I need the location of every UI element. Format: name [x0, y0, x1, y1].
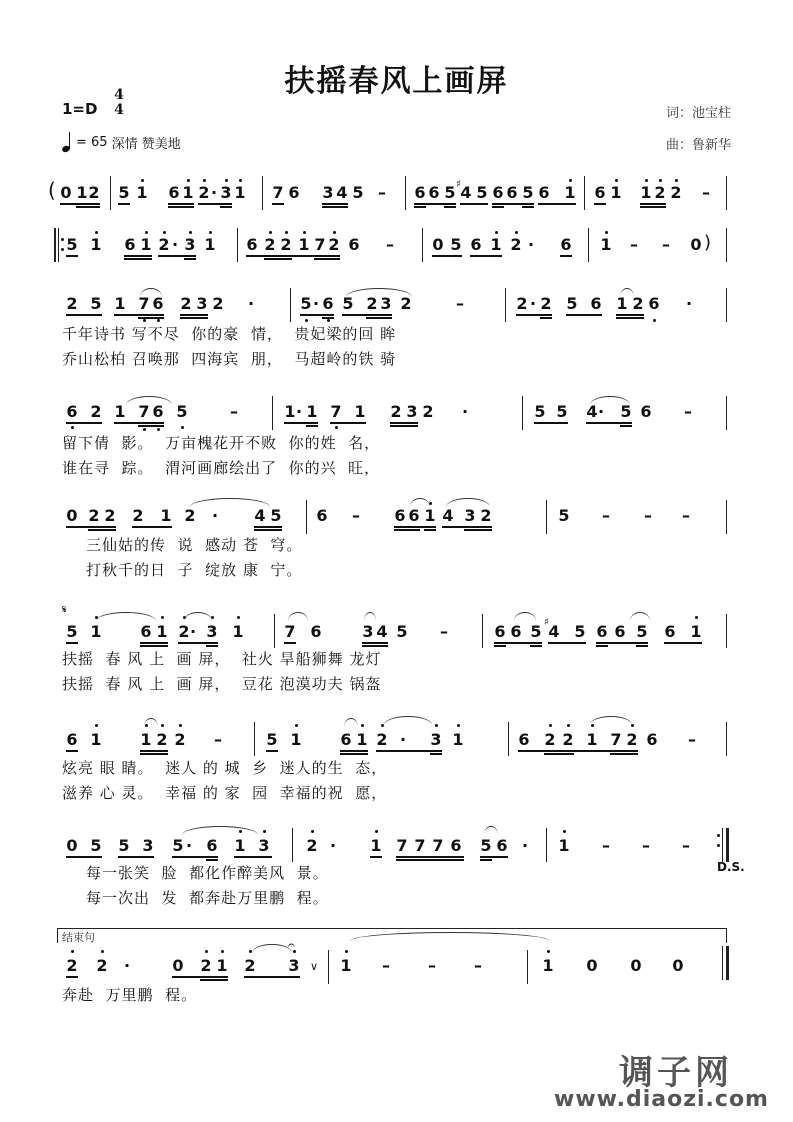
- repeat-start-barline: [54, 228, 56, 262]
- barline: [328, 950, 329, 984]
- lyric-line-1: 扶摇 春 风 上 画 屏， 社火 旱船狮舞 龙灯: [62, 650, 382, 668]
- barline: [292, 828, 293, 862]
- barline: [522, 396, 523, 430]
- paren-close: ): [704, 232, 712, 253]
- barline: [237, 228, 238, 262]
- time-sig-denominator: 4: [114, 102, 124, 118]
- barline: [527, 950, 528, 984]
- coda-label: 结束句: [62, 931, 95, 944]
- fermata-icon: 𝄐: [288, 938, 295, 952]
- composer-credit: 曲：鲁新华: [665, 138, 731, 153]
- barline: [110, 176, 111, 210]
- tempo-bpm: = 65: [76, 134, 108, 150]
- barline: [482, 614, 483, 648]
- barline: [274, 614, 275, 648]
- dal-segno-mark: D.S.: [717, 860, 745, 874]
- lyric-line-1: 奔赴 万里鹏 程。: [62, 986, 198, 1004]
- lyric-line-1: 炫亮 眼 睛。 迷人 的 城 乡 迷人的生 态，: [62, 759, 388, 777]
- barline: [726, 500, 727, 534]
- barline: [584, 176, 585, 210]
- key-signature: 1=D: [62, 100, 98, 118]
- tempo-marking: [62, 132, 181, 152]
- barline: [306, 500, 307, 534]
- barline: [422, 228, 423, 262]
- watermark-site-name: 调子网: [619, 1053, 733, 1093]
- lyric-line-2: 每一次出 发 都奔赴万里鹏 程。: [86, 889, 329, 907]
- lyric-line-2: 打秋千的日 子 绽放 康 宁。: [86, 561, 303, 579]
- time-signature: [112, 88, 126, 118]
- barline: [726, 288, 727, 322]
- barline: [262, 176, 263, 210]
- lyric-line-1: 留下倩 影。 万亩槐花开不败 你的姓 名，: [62, 434, 381, 452]
- barline: [272, 396, 273, 430]
- watermark-url: www.diaozi.com: [554, 1087, 769, 1112]
- barline: [588, 228, 589, 262]
- barline: [254, 722, 255, 756]
- lyric-line-2: 滋养 心 灵。 幸福 的 家 园 幸福的祝 愿，: [62, 784, 388, 802]
- barline: [546, 500, 547, 534]
- barline: [290, 288, 291, 322]
- segno-icon: 𝄋: [62, 603, 67, 616]
- time-sig-numerator: 4: [114, 87, 124, 103]
- barline: [726, 722, 727, 756]
- lyric-line-2: 乔山松柏 召唤那 四海宾 朋， 马超岭的铁 骑: [62, 350, 397, 368]
- lyric-line-1: 每一张笑 脸 都化作醉美风 景。: [86, 864, 329, 882]
- barline: [726, 228, 727, 262]
- barline: [405, 176, 406, 210]
- tempo-expression: 深情 赞美地: [111, 136, 181, 152]
- barline: [505, 288, 506, 322]
- quarter-note-icon: [62, 132, 72, 152]
- paren-open: (: [48, 178, 56, 202]
- breath-mark-icon: ∨: [310, 960, 319, 973]
- lyric-line-1: 千年诗书 写不尽 你的豪 情， 贵妃梁的回 眸: [62, 325, 397, 343]
- song-title: 扶摇春风上画屏: [284, 64, 509, 99]
- final-barline: [722, 946, 723, 980]
- barline: [508, 722, 509, 756]
- lyricist-credit: 词：池宝柱: [665, 106, 731, 121]
- barline: [726, 614, 727, 648]
- repeat-end-barline: [722, 828, 723, 862]
- barline: [546, 828, 547, 862]
- barline: [726, 176, 727, 210]
- lyric-line-1: 三仙姑的传 说 感动 苍 穹。: [86, 536, 303, 554]
- lyric-line-2: 谁在寻 踪。 渭河画廊绘出了 你的兴 旺，: [62, 459, 381, 477]
- barline: [726, 396, 727, 430]
- lyric-line-2: 扶摇 春 风 上 画 屏， 豆花 泡漠功夫 锅盔: [62, 675, 382, 693]
